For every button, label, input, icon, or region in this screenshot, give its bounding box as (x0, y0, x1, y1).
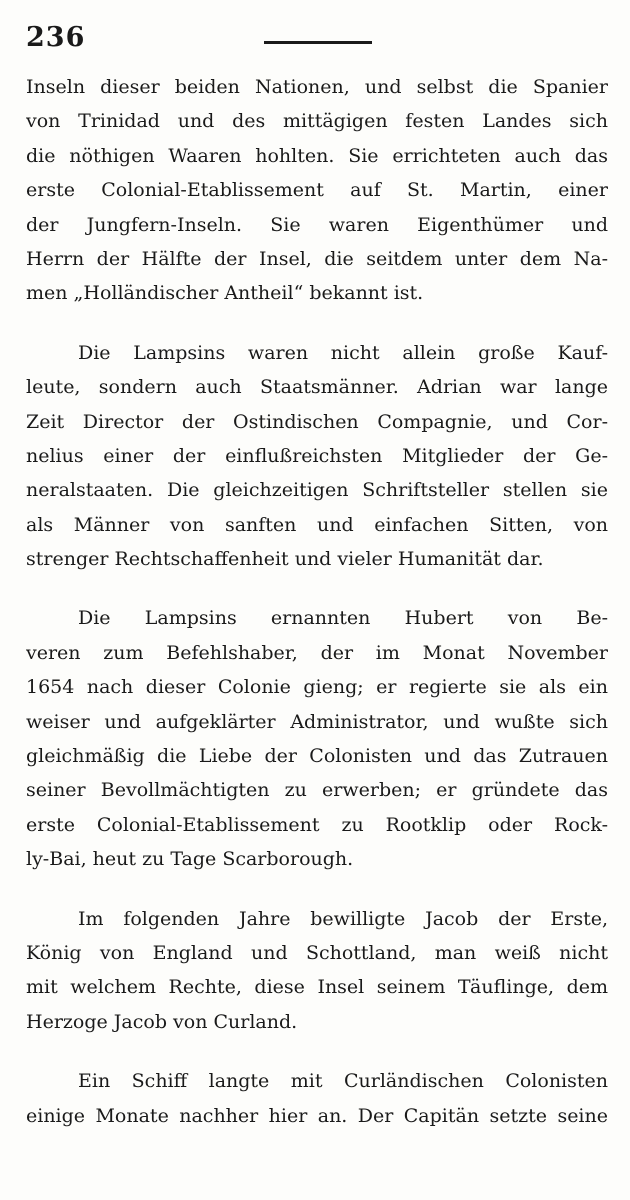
text-line: die nöthigen Waaren hohlten. Sie errichteten auch das (26, 144, 608, 167)
text-line: von Trinidad und des mittägigen festen Landes sich (26, 110, 608, 133)
text-line: als Männer von sanften und einfachen Sitten, von (26, 513, 608, 536)
body-text (26, 70, 608, 1158)
paragraph (26, 902, 608, 1040)
text-line: nelius einer der einflußreichsten Mitglieder der Ge- (26, 444, 608, 467)
paragraph (26, 70, 608, 311)
paragraph (26, 1064, 608, 1133)
text-line: mit welchem Rechte, diese Insel seinem Täuflinge, dem (26, 976, 608, 999)
text-line: ly-Bai, heut zu Tage Scarborough. (26, 848, 354, 871)
text-line: gleichmäßig die Liebe der Colonisten und das Zutrauen (26, 745, 608, 768)
text-line: Zeit Director der Ostindischen Compagnie, und Cor- (26, 410, 608, 433)
text-line: Ein Schiff langte mit Curländischen Colonisten (78, 1070, 608, 1093)
text-line: einige Monate nachher hier an. Der Capitän setzte seine (26, 1104, 608, 1127)
text-line: leute, sondern auch Staatsmänner. Adrian war lange (26, 376, 608, 399)
header-rule (264, 41, 372, 44)
text-line: 1654 nach dieser Colonie gieng; er regierte sie als ein (26, 676, 608, 699)
page-header (26, 22, 616, 62)
text-line: Herrn der Hälfte der Insel, die seitdem unter dem Na- (26, 247, 608, 270)
text-line: König von England und Schottland, man weiß nicht (26, 941, 608, 964)
text-line: weiser und aufgeklärter Administrator, und wußte sich (26, 710, 608, 733)
text-line: veren zum Befehlshaber, der im Monat November (26, 641, 608, 664)
paragraph (26, 601, 608, 876)
page-number: 236 (26, 22, 86, 53)
text-line: Herzoge Jacob von Curland. (26, 1010, 298, 1033)
text-line: strenger Rechtschaffenheit und vieler Humanität dar. (26, 548, 544, 571)
text-line: der Jungfern-Inseln. Sie waren Eigenthümer und (26, 213, 608, 236)
text-line: erste Colonial-Etablissement auf St. Martin, einer (26, 179, 608, 202)
text-line: neralstaaten. Die gleichzeitigen Schriftsteller stellen sie (26, 479, 608, 502)
text-line: erste Colonial-Etablissement zu Rootklip oder Rock- (26, 813, 608, 836)
text-line: Im folgenden Jahre bewilligte Jacob der Erste, (78, 907, 608, 930)
text-line: Inseln dieser beiden Nationen, und selbst die Spanier (26, 76, 608, 98)
text-line: seiner Bevollmächtigten zu erwerben; er gründete das (26, 779, 608, 802)
paragraph (26, 336, 608, 577)
text-line: Die Lampsins ernannten Hubert von Be- (78, 607, 608, 630)
text-line: Die Lampsins waren nicht allein große Kauf- (78, 341, 608, 364)
text-line: men „Holländischer Antheil“ bekannt ist. (26, 282, 424, 305)
